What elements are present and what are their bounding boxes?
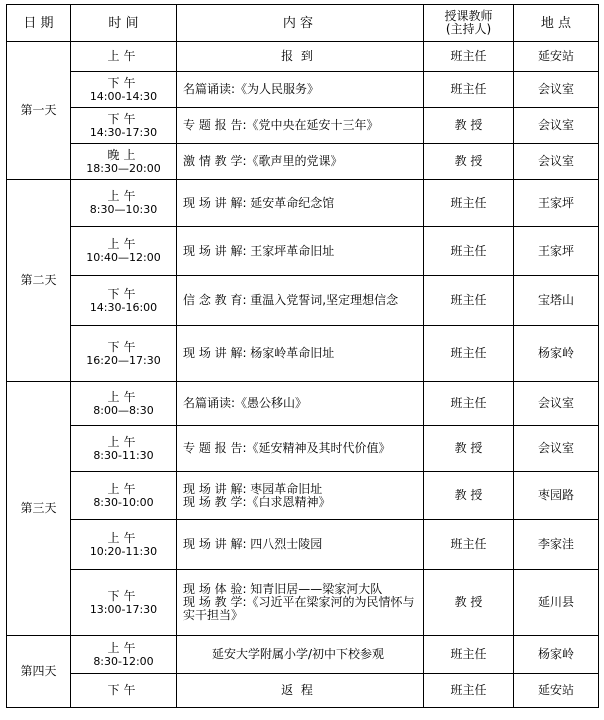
table-row [7, 472, 599, 520]
table-row [7, 72, 599, 108]
place-cell: 王家坪 [514, 227, 599, 276]
content-cell: 现 场 讲 解: 杨家岭革命旧址 [177, 326, 424, 382]
time-cell: 上午 8:30-11:30 [71, 426, 177, 472]
table-row [7, 108, 599, 144]
header-time: 时 间 [71, 5, 177, 42]
teacher-cell: 班主任 [424, 326, 514, 382]
teacher-cell: 班主任 [424, 42, 514, 72]
table-row [7, 636, 599, 674]
time-cell: 上午 10:40—12:00 [71, 227, 177, 276]
content-cell: 信 念 教 育: 重温入党誓词,坚定理想信念 [177, 276, 424, 326]
place-cell: 会议室 [514, 108, 599, 144]
content-cell: 专 题 报 告:《延安精神及其时代价值》 [177, 426, 424, 472]
place-cell: 延安站 [514, 42, 599, 72]
day-label: 第四天 [7, 636, 71, 708]
teacher-cell: 班主任 [424, 72, 514, 108]
time-cell: 下午 14:00-14:30 [71, 72, 177, 108]
content-cell: 现 场 体 验: 知青旧居——梁家河大队 现 场 教 学:《习近平在梁家河的为民情怀与实干担当》 [177, 570, 424, 636]
teacher-cell: 教 授 [424, 472, 514, 520]
place-cell: 会议室 [514, 72, 599, 108]
teacher-cell: 教 授 [424, 144, 514, 180]
header-teacher-line2: (主持人) [445, 22, 492, 36]
table-row [7, 227, 599, 276]
table-row [7, 276, 599, 326]
content-cell: 现 场 讲 解: 王家坪革命旧址 [177, 227, 424, 276]
table-row [7, 42, 599, 72]
table-row [7, 570, 599, 636]
teacher-cell: 班主任 [424, 276, 514, 326]
teacher-cell: 班主任 [424, 382, 514, 426]
teacher-cell: 班主任 [424, 636, 514, 674]
time-cell: 下午 14:30-17:30 [71, 108, 177, 144]
table-row [7, 144, 599, 180]
teacher-cell: 班主任 [424, 520, 514, 570]
place-cell: 会议室 [514, 382, 599, 426]
day-label: 第二天 [7, 180, 71, 382]
time-cell: 下午 16:20—17:30 [71, 326, 177, 382]
teacher-cell: 班主任 [424, 227, 514, 276]
time-cell: 下午 13:00-17:30 [71, 570, 177, 636]
time-cell: 下午 14:30-16:00 [71, 276, 177, 326]
time-cell: 下午 [71, 674, 177, 708]
place-cell: 杨家岭 [514, 326, 599, 382]
table-row [7, 326, 599, 382]
place-cell: 延安站 [514, 674, 599, 708]
schedule-table [6, 4, 599, 708]
content-cell: 报 到 [177, 42, 424, 72]
header-teacher-line1: 授课教师 [444, 9, 493, 23]
place-cell: 延川县 [514, 570, 599, 636]
header-date: 日 期 [7, 5, 71, 42]
content-cell: 现 场 讲 解: 四八烈士陵园 [177, 520, 424, 570]
time-cell: 上午 8:30—10:30 [71, 180, 177, 227]
place-cell: 李家洼 [514, 520, 599, 570]
time-cell: 上午 8:00—8:30 [71, 382, 177, 426]
place-cell: 枣园路 [514, 472, 599, 520]
table-row [7, 520, 599, 570]
table-row [7, 426, 599, 472]
content-cell: 延安大学附属小学/初中下校参观 [177, 636, 424, 674]
place-cell: 宝塔山 [514, 276, 599, 326]
place-cell: 王家坪 [514, 180, 599, 227]
teacher-cell: 教 授 [424, 108, 514, 144]
table-row [7, 180, 599, 227]
place-cell: 杨家岭 [514, 636, 599, 674]
content-cell: 现 场 讲 解: 延安革命纪念馆 [177, 180, 424, 227]
place-cell: 会议室 [514, 144, 599, 180]
teacher-cell: 教 授 [424, 570, 514, 636]
day-label: 第三天 [7, 382, 71, 636]
content-cell: 激 情 教 学:《歌声里的党课》 [177, 144, 424, 180]
teacher-cell: 教 授 [424, 426, 514, 472]
content-cell: 名篇诵读:《为人民服务》 [177, 72, 424, 108]
time-cell: 上午 10:20-11:30 [71, 520, 177, 570]
content-cell: 专 题 报 告:《党中央在延安十三年》 [177, 108, 424, 144]
time-cell: 上午 8:30-12:00 [71, 636, 177, 674]
content-cell: 现 场 讲 解: 枣园革命旧址 现 场 教 学:《白求恩精神》 [177, 472, 424, 520]
teacher-cell: 班主任 [424, 674, 514, 708]
table-row [7, 382, 599, 426]
content-cell: 返 程 [177, 674, 424, 708]
table-row [7, 674, 599, 708]
header-teacher [424, 5, 514, 42]
header-place: 地 点 [514, 5, 599, 42]
content-cell: 名篇诵读:《愚公移山》 [177, 382, 424, 426]
header-content: 内 容 [177, 5, 424, 42]
place-cell: 会议室 [514, 426, 599, 472]
teacher-cell: 班主任 [424, 180, 514, 227]
time-cell: 上午 [71, 42, 177, 72]
time-cell: 上午 8:30-10:00 [71, 472, 177, 520]
day-label: 第一天 [7, 42, 71, 180]
header-row [7, 5, 599, 42]
time-cell: 晚上 18:30—20:00 [71, 144, 177, 180]
